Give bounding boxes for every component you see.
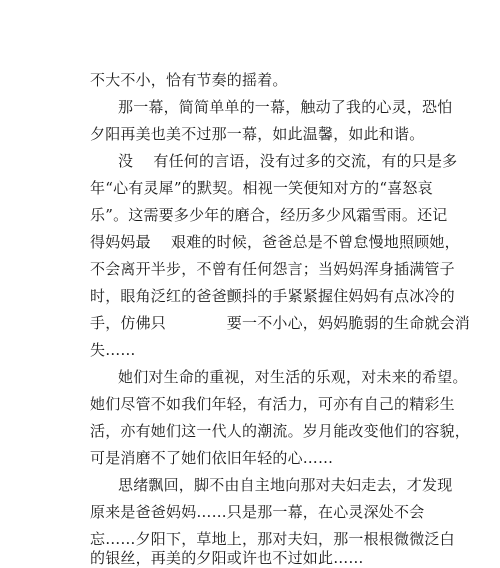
text-line: 原来是爸爸妈妈……只是那一幕，在心灵深处不会 bbox=[90, 503, 425, 521]
text-line: 年“心有灵犀”的默契。相视一笑便知对方的“喜怒哀 bbox=[90, 179, 433, 197]
text-line: 时，眼角泛红的爸爸颤抖的手紧紧握住妈妈有点冰冷的 bbox=[90, 287, 455, 305]
text-line: 手，仿佛只 要一不小心，妈妈脆弱的生命就会消 bbox=[90, 314, 471, 332]
text-line: 失…… bbox=[90, 341, 136, 359]
text-line: 她们尽管不如我们年轻，有活力，可亦有自己的精彩生 bbox=[90, 395, 455, 413]
text-line: 的银丝，再美的夕阳或许也不过如此…… bbox=[90, 549, 364, 567]
text-line: 忘……夕阳下，草地上，那对夫妇，那一根根微微泛白 bbox=[90, 530, 455, 548]
paragraph-start-line: 那一幕，简简单单的一幕，触动了我的心灵，恐怕 bbox=[118, 98, 453, 116]
paragraph-start-line: 思绪飘回，脚不由自主地向那对夫妇走去，才发现 bbox=[118, 476, 453, 494]
paragraph-start-line: 她们对生命的重视，对生活的乐观，对未来的希望。 bbox=[118, 368, 468, 386]
paragraph-start-line: 没 有任何的言语，没有过多的交流，有的只是多 bbox=[118, 152, 458, 170]
text-line: 不会离开半步，不曾有任何怨言；当妈妈浑身插满管子 bbox=[90, 260, 455, 278]
text-line: 活，亦有她们这一代人的潮流。岁月能改变他们的容貌， bbox=[90, 422, 471, 440]
text-line: 得妈妈最 艰难的时候，爸爸总是不曾怠慢地照顾她， bbox=[90, 233, 460, 251]
text-line: 可是消磨不了她们依旧年轻的心…… bbox=[90, 449, 334, 467]
text-line: 夕阳再美也美不过那一幕，如此温馨，如此和谐。 bbox=[90, 125, 425, 143]
text-line: 乐”。这需要多少年的磨合，经历多少风霜雪雨。还记 bbox=[90, 206, 448, 224]
text-line: 不大不小，恰有节奏的摇着。 bbox=[90, 71, 288, 89]
